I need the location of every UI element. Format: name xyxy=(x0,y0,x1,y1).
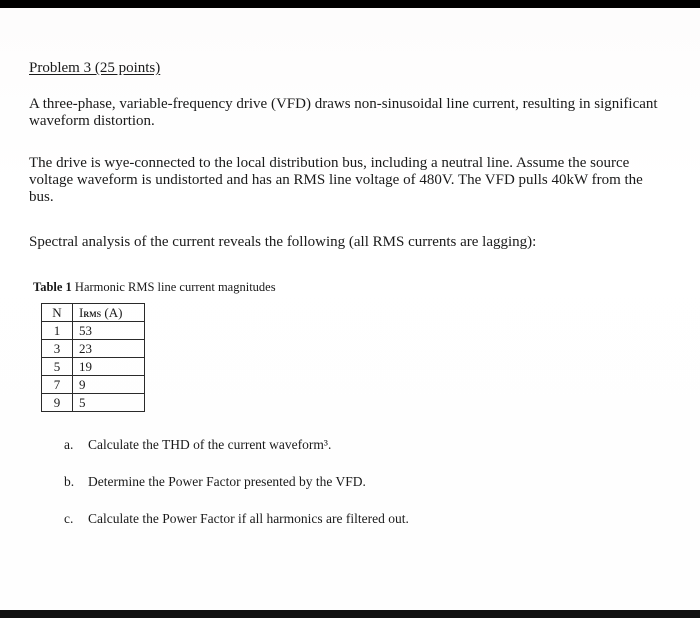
table-caption xyxy=(33,280,276,295)
header-n: N xyxy=(42,304,73,322)
question-text: Calculate the Power Factor if all harmonics are filtered out. xyxy=(88,511,409,526)
header-irms-main: I xyxy=(79,304,84,320)
table-row xyxy=(42,376,145,394)
cell-irms: 19 xyxy=(73,358,145,376)
paragraph-intro: A three-phase, variable-frequency drive (VFD) draws non-sinusoidal line current, resulting in significant waveform distortion. xyxy=(29,96,658,129)
paragraph-setup: The drive is wye-connected to the local distribution bus, including a neutral line. Assume the source voltage waveform is undistorted and has an RMS line voltage of 480V. The VFD pulls 40kW from the bus. xyxy=(29,155,643,205)
question-text: Calculate the THD of the current waveform³. xyxy=(88,437,332,452)
question-text: Determine the Power Factor presented by the VFD. xyxy=(88,474,366,489)
cell-n: 9 xyxy=(42,394,73,412)
top-black-border xyxy=(0,0,700,8)
question-marker: c. xyxy=(64,511,74,526)
cell-irms: 53 xyxy=(73,322,145,340)
question-a xyxy=(64,437,331,453)
bottom-black-border xyxy=(0,610,700,618)
cell-irms: 5 xyxy=(73,394,145,412)
harmonic-table xyxy=(41,303,145,412)
cell-n: 7 xyxy=(42,376,73,394)
table-row xyxy=(42,358,145,376)
table-row xyxy=(42,394,145,412)
cell-n: 1 xyxy=(42,322,73,340)
header-irms xyxy=(73,304,145,322)
question-b xyxy=(64,474,366,490)
table-caption-label: Table 1 xyxy=(33,280,72,294)
cell-n: 5 xyxy=(42,358,73,376)
table-caption-text: Harmonic RMS line current magnitudes xyxy=(71,280,276,294)
cell-irms: 9 xyxy=(73,376,145,394)
paragraph-spectral: Spectral analysis of the current reveals the following (all RMS currents are lagging): xyxy=(29,234,537,250)
table-row xyxy=(42,340,145,358)
question-c xyxy=(64,511,409,527)
table-header-row xyxy=(42,304,145,322)
cell-irms: 23 xyxy=(73,340,145,358)
header-irms-sub: RMS xyxy=(83,309,102,319)
table-row xyxy=(42,322,145,340)
problem-title: Problem 3 (25 points) xyxy=(29,60,161,76)
question-marker: b. xyxy=(64,474,75,489)
header-irms-unit: (A) xyxy=(101,304,123,320)
cell-n: 3 xyxy=(42,340,73,358)
question-marker: a. xyxy=(64,437,74,452)
